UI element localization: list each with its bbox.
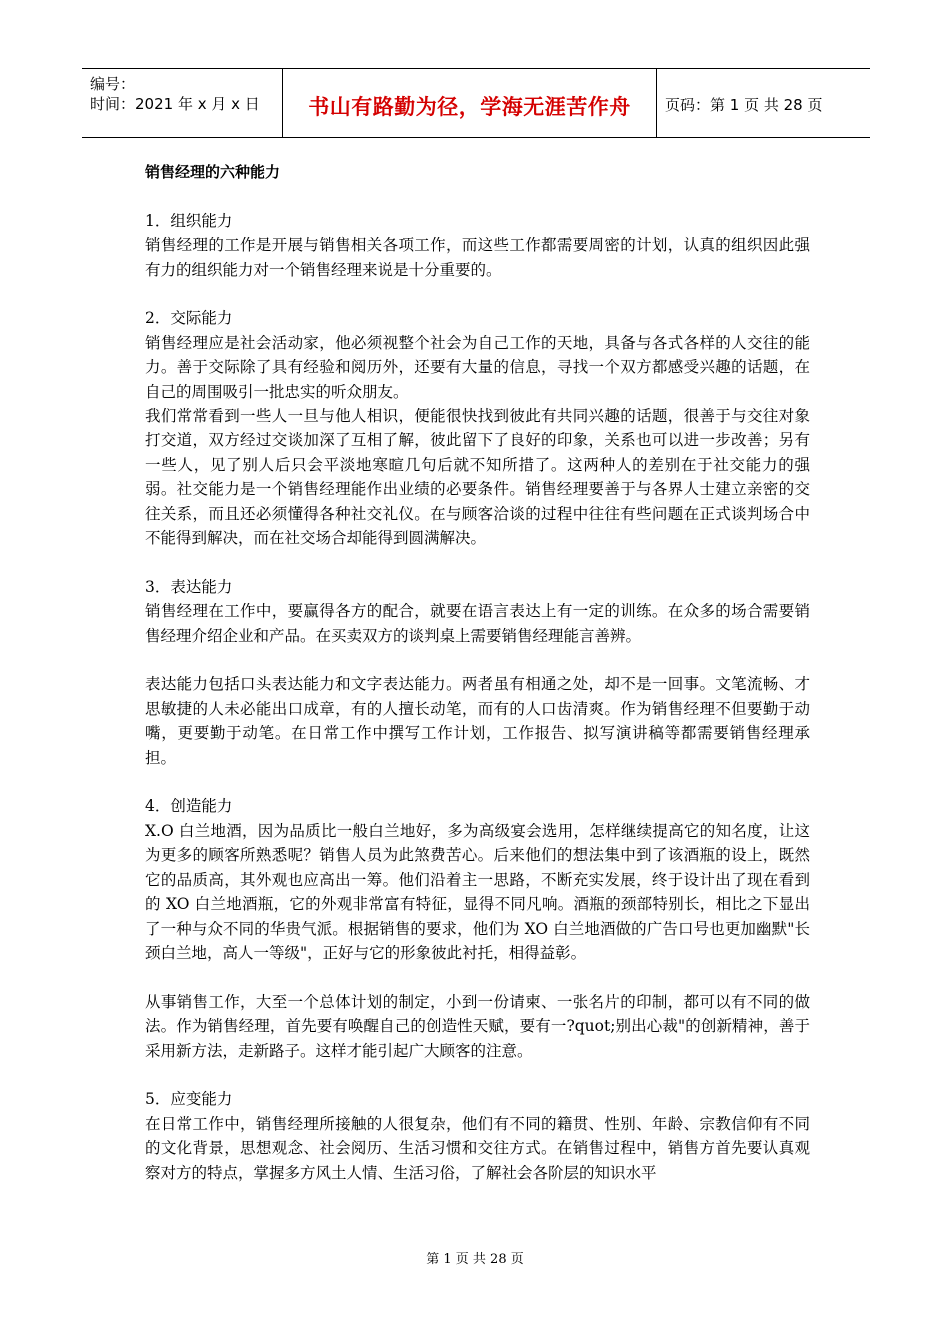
section-expression-cont	[145, 672, 810, 770]
paragraph: X.O 白兰地酒，因为品质比一般白兰地好，多为高级宴会选用，怎样继续提高它的知名度，让这为更多的顾客所熟悉呢？销售人员为此煞费苦心。后来他们的想法集中到了该酒瓶的设上，既然它的品质高，其外观也应高出一筹。他们沿着主一思路，不断充实发展，终于设计出了现在看到的 XO 白兰地酒瓶，它的外观非常富有特征，显得不同凡响。酒瓶的颈部特别长，相比之下显出了一种与众不同的华贵气派。根据销售的要求，他们为 XO 白兰地酒做的广告口号也更加幽默"长颈白兰地，高人一等级"，正好与它的形象彼此衬托，相得益彰。	[145, 821, 810, 962]
section-heading: 5．应变能力	[145, 1090, 233, 1109]
document-number-label: 编号：	[90, 75, 136, 93]
document-title: 销售经理的六种能力	[145, 163, 281, 181]
section-heading: 2．交际能力	[145, 309, 233, 328]
paragraph: 销售经理在工作中，要赢得各方的配合，就要在语言表达上有一定的训练。在众多的场合需要销售经理介绍企业和产品。在买卖双方的谈判桌上需要销售经理能言善辨。	[145, 602, 810, 645]
paragraph: 销售经理的工作是开展与销售相关各项工作，而这些工作都需要周密的计划，认真的组织因此强有力的组织能力对一个销售经理来说是十分重要的。	[145, 236, 810, 279]
section-organization	[145, 209, 810, 282]
section-heading: 3．表达能力	[145, 577, 233, 596]
motto-text: 书山有路勤为径，学海无涯苦作舟	[308, 95, 631, 119]
page-header	[82, 68, 870, 138]
section-expression	[145, 575, 810, 648]
paragraph: 从事销售工作，大至一个总体计划的制定，小到一份请柬、一张名片的印制，都可以有不同的做法。作为销售经理，首先要有唤醒自己的创造性天赋，要有一?quot;别出心裁"的创新精神，善于采用新方法，走新路子。这样才能引起广大顾客的注意。	[145, 992, 810, 1060]
header-info-cell	[82, 69, 283, 137]
paragraph: 销售经理应是社会活动家，他必须视整个社会为自己工作的天地，具备与各式各样的人交往的能力。善于交际除了具有经验和阅历外，还要有大量的信息，寻找一个双方都感受兴趣的话题，在自己的周围吸引一批忠实的听众朋友。	[145, 333, 810, 401]
section-heading: 1．组织能力	[145, 211, 233, 230]
section-adaptability	[145, 1087, 810, 1185]
header-motto-cell	[283, 69, 657, 137]
paragraph: 在日常工作中，销售经理所接触的人很复杂，他们有不同的籍贯、性别、年龄、宗教信仰有不同的文化背景，思想观念、社会阅历、生活习惯和交往方式。在销售过程中，销售方首先要认真观察对方的特点，掌握多方风土人情、生活习俗，了解社会各阶层的知识水平	[145, 1114, 810, 1182]
document-body	[145, 160, 810, 1209]
paragraph: 我们常常看到一些人一旦与他人相识，便能很快找到彼此有共同兴趣的话题，很善于与交往对象打交道，双方经过交谈加深了互相了解，彼此留下了良好的印象，关系也可以进一步改善；另有一些人，见了别人后只会平淡地寒暄几句后就不知所措了。这两种人的差别在于社交能力的强弱。社交能力是一个销售经理能作出业绩的必要条件。销售经理要善于与各界人士建立亲密的交往关系，而且还必须懂得各种社交礼仪。在与顾客洽谈的过程中往往有些问题在正式谈判场合中不能得到解决，而在社交场合却能得到圆满解决。	[145, 407, 810, 548]
page-footer: 第 1 页 共 28 页	[426, 1252, 524, 1267]
section-heading: 4．创造能力	[145, 797, 233, 816]
paragraph: 表达能力包括口头表达能力和文字表达能力。两者虽有相通之处，却不是一回事。文笔流畅、才思敏捷的人未必能出口成章，有的人擅长动笔，而有的人口齿清爽。作为销售经理不但要勤于动嘴，更要勤于动笔。在日常工作中撰写工作计划，工作报告、拟写演讲稿等都需要销售经理承担。	[145, 675, 810, 767]
document-date: 时间：2021 年 x 月 x 日	[90, 95, 260, 113]
header-page-info: 页码：第 1 页 共 28 页	[665, 96, 823, 114]
section-creativity	[145, 794, 810, 965]
section-communication	[145, 306, 810, 550]
section-creativity-cont	[145, 990, 810, 1063]
header-page-cell	[657, 69, 870, 137]
